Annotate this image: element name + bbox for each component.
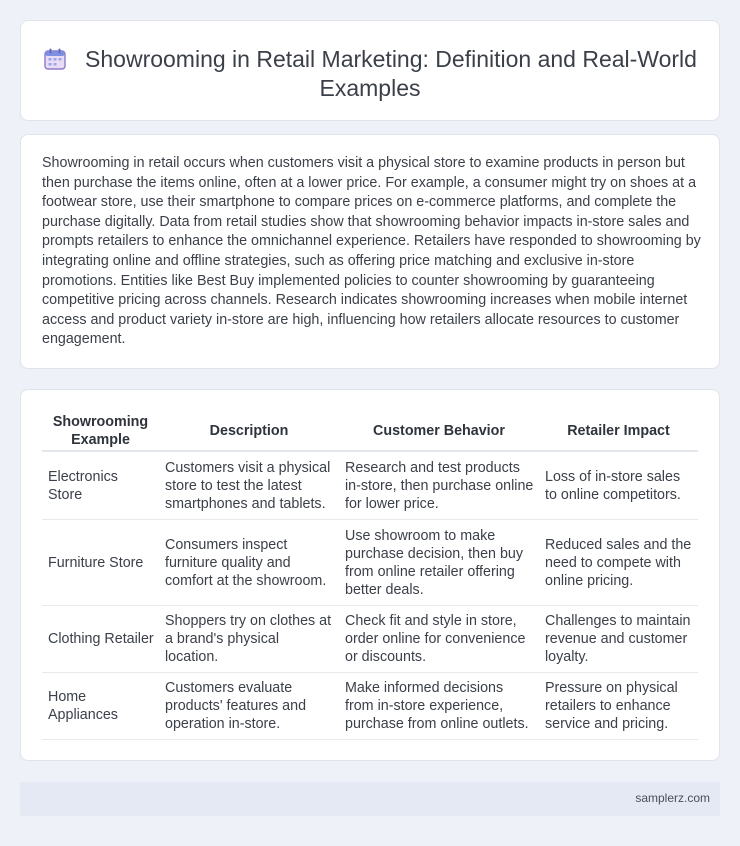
- page-title-wrap: [21, 45, 719, 103]
- cell-impact: Pressure on physical retailers to enhance service and pricing.: [539, 673, 698, 740]
- cell-example: Home Appliances: [42, 673, 159, 740]
- calendar-icon: [43, 47, 67, 71]
- cell-impact: Reduced sales and the need to compete with online pricing.: [539, 520, 698, 606]
- cell-description: Shoppers try on clothes at a brand's physical location.: [159, 606, 339, 673]
- table-card: [20, 389, 720, 761]
- cell-behavior: Check fit and style in store, order online for convenience or discounts.: [339, 606, 539, 673]
- table-row: [42, 520, 698, 606]
- table-header-row: [42, 412, 698, 452]
- table-row: [42, 673, 698, 740]
- cell-example: Electronics Store: [42, 452, 159, 520]
- cell-behavior: Research and test products in-store, then purchase online for lower price.: [339, 452, 539, 520]
- cell-impact: Challenges to maintain revenue and customer loyalty.: [539, 606, 698, 673]
- table-row: [42, 606, 698, 673]
- header-behavior: Customer Behavior: [339, 412, 539, 452]
- examples-table: [42, 412, 698, 740]
- cell-impact: Loss of in-store sales to online competitors.: [539, 452, 698, 520]
- cell-description: Consumers inspect furniture quality and comfort at the showroom.: [159, 520, 339, 606]
- cell-example: Furniture Store: [42, 520, 159, 606]
- intro-paragraph: Showrooming in retail occurs when customers visit a physical store to examine products in person but then purchase the items online, often at a lower price. For example, a consumer might try on shoes at a footwear store, use their smartphone to compare prices on e-commerce platforms, and complete the purchase digitally. Data from retail studies show that showrooming behavior impacts in-store sales and prompts retailers to enhance the omnichannel experience. Retailers have responded to showrooming by integrating online and offline strategies, such as offering price matching and exclusive in-store promotions. Entities like Best Buy implemented policies to counter showrooming by guaranteeing competitive pricing across channels. Research indicates showrooming increases when mobile internet access and product variety in-store are high, influencing how retailers allocate resources to customer engagement.: [42, 155, 701, 348]
- footer-bar: [20, 782, 720, 816]
- title-card: [20, 20, 720, 121]
- table-row: [42, 452, 698, 520]
- header-example: Showrooming Example: [42, 412, 159, 452]
- cell-description: Customers evaluate products' features and operation in-store.: [159, 673, 339, 740]
- page-title: Showrooming in Retail Marketing: Definition and Real-World Examples: [85, 46, 697, 101]
- header-impact: Retailer Impact: [539, 412, 698, 452]
- cell-behavior: Make informed decisions from in-store experience, purchase from online outlets.: [339, 673, 539, 740]
- header-description: Description: [159, 412, 339, 452]
- cell-example: Clothing Retailer: [42, 606, 159, 673]
- cell-behavior: Use showroom to make purchase decision, then buy from online retailer offering better deals.: [339, 520, 539, 606]
- intro-card: [20, 134, 720, 369]
- footer-site-link[interactable]: samplerz.com: [635, 791, 710, 805]
- cell-description: Customers visit a physical store to test the latest smartphones and tablets.: [159, 452, 339, 520]
